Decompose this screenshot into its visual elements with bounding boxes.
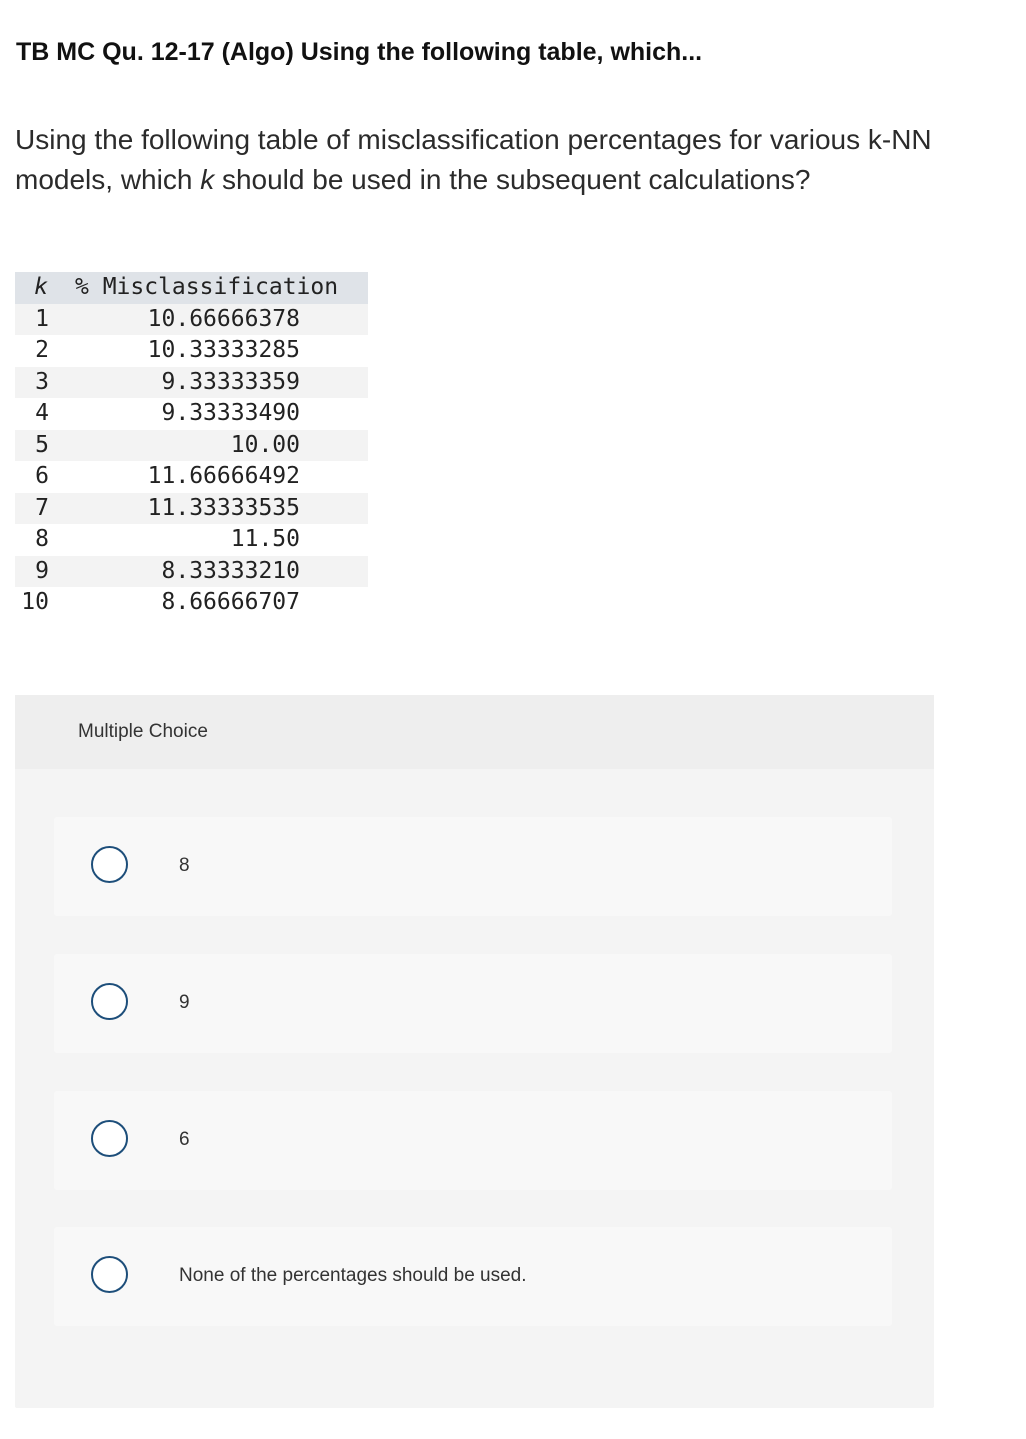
multiple-choice-label: Multiple Choice <box>78 721 208 742</box>
table-cell-misclassification: 10.00 <box>230 431 300 458</box>
table-cell-k: 2 <box>35 337 49 363</box>
table-row <box>15 398 368 430</box>
table-cell-k: 1 <box>35 305 49 332</box>
table-row <box>15 304 368 336</box>
table-cell-k: 3 <box>35 368 49 395</box>
multiple-choice-panel <box>15 695 934 1408</box>
table-cell-k: 7 <box>35 494 49 521</box>
answer-option-2[interactable] <box>54 954 892 1053</box>
answer-option-3[interactable] <box>54 1091 892 1190</box>
question-k-variable: k <box>200 164 215 195</box>
table-row <box>15 461 368 493</box>
answer-option-text: None of the percentages should be used. <box>179 1265 527 1286</box>
table-cell-k: 9 <box>35 557 49 584</box>
table-row <box>15 556 368 588</box>
table-cell-misclassification: 10.33333285 <box>147 337 300 363</box>
table-row <box>15 587 368 619</box>
table-row <box>15 524 368 556</box>
table-row <box>15 430 368 462</box>
answer-option-text: 8 <box>179 855 190 876</box>
table-cell-k: 10 <box>21 589 49 615</box>
answer-option-text: 9 <box>179 992 190 1013</box>
table-cell-misclassification: 9.33333359 <box>161 368 300 395</box>
table-row <box>15 493 368 525</box>
page-title: TB MC Qu. 12-17 (Algo) Using the following table, which... <box>16 38 703 66</box>
table-cell-misclassification: 10.66666378 <box>147 305 300 332</box>
radio-button[interactable] <box>91 846 128 883</box>
table-cell-misclassification: 9.33333490 <box>161 400 300 426</box>
answer-option-text: 6 <box>179 1129 190 1150</box>
table-cell-misclassification: 8.66666707 <box>161 589 300 615</box>
table-cell-misclassification: 11.50 <box>230 526 300 552</box>
radio-button[interactable] <box>91 1256 128 1293</box>
table-header-misclassification: % Misclassification <box>75 274 339 300</box>
table-cell-misclassification: 11.33333535 <box>147 494 300 521</box>
answer-option-1[interactable] <box>54 817 892 916</box>
question-text-part1: Using the following table of misclassification percentages for various k-NN models, which <box>15 124 932 195</box>
table-header-row <box>15 272 368 304</box>
misclassification-table <box>15 272 368 619</box>
table-cell-misclassification: 11.66666492 <box>147 463 300 489</box>
question-text-part2: should be used in the subsequent calculations? <box>214 164 811 195</box>
table-row <box>15 367 368 399</box>
table-header-k: k <box>34 274 48 300</box>
table-cell-k: 5 <box>35 431 49 458</box>
radio-button[interactable] <box>91 983 128 1020</box>
table-cell-k: 8 <box>35 526 49 552</box>
question-text <box>15 120 955 200</box>
table-row <box>15 335 368 367</box>
table-cell-misclassification: 8.33333210 <box>161 557 300 584</box>
radio-button[interactable] <box>91 1120 128 1157</box>
table-cell-k: 4 <box>35 400 49 426</box>
table-cell-k: 6 <box>35 463 49 489</box>
answer-option-4[interactable] <box>54 1227 892 1326</box>
multiple-choice-header <box>15 695 934 769</box>
